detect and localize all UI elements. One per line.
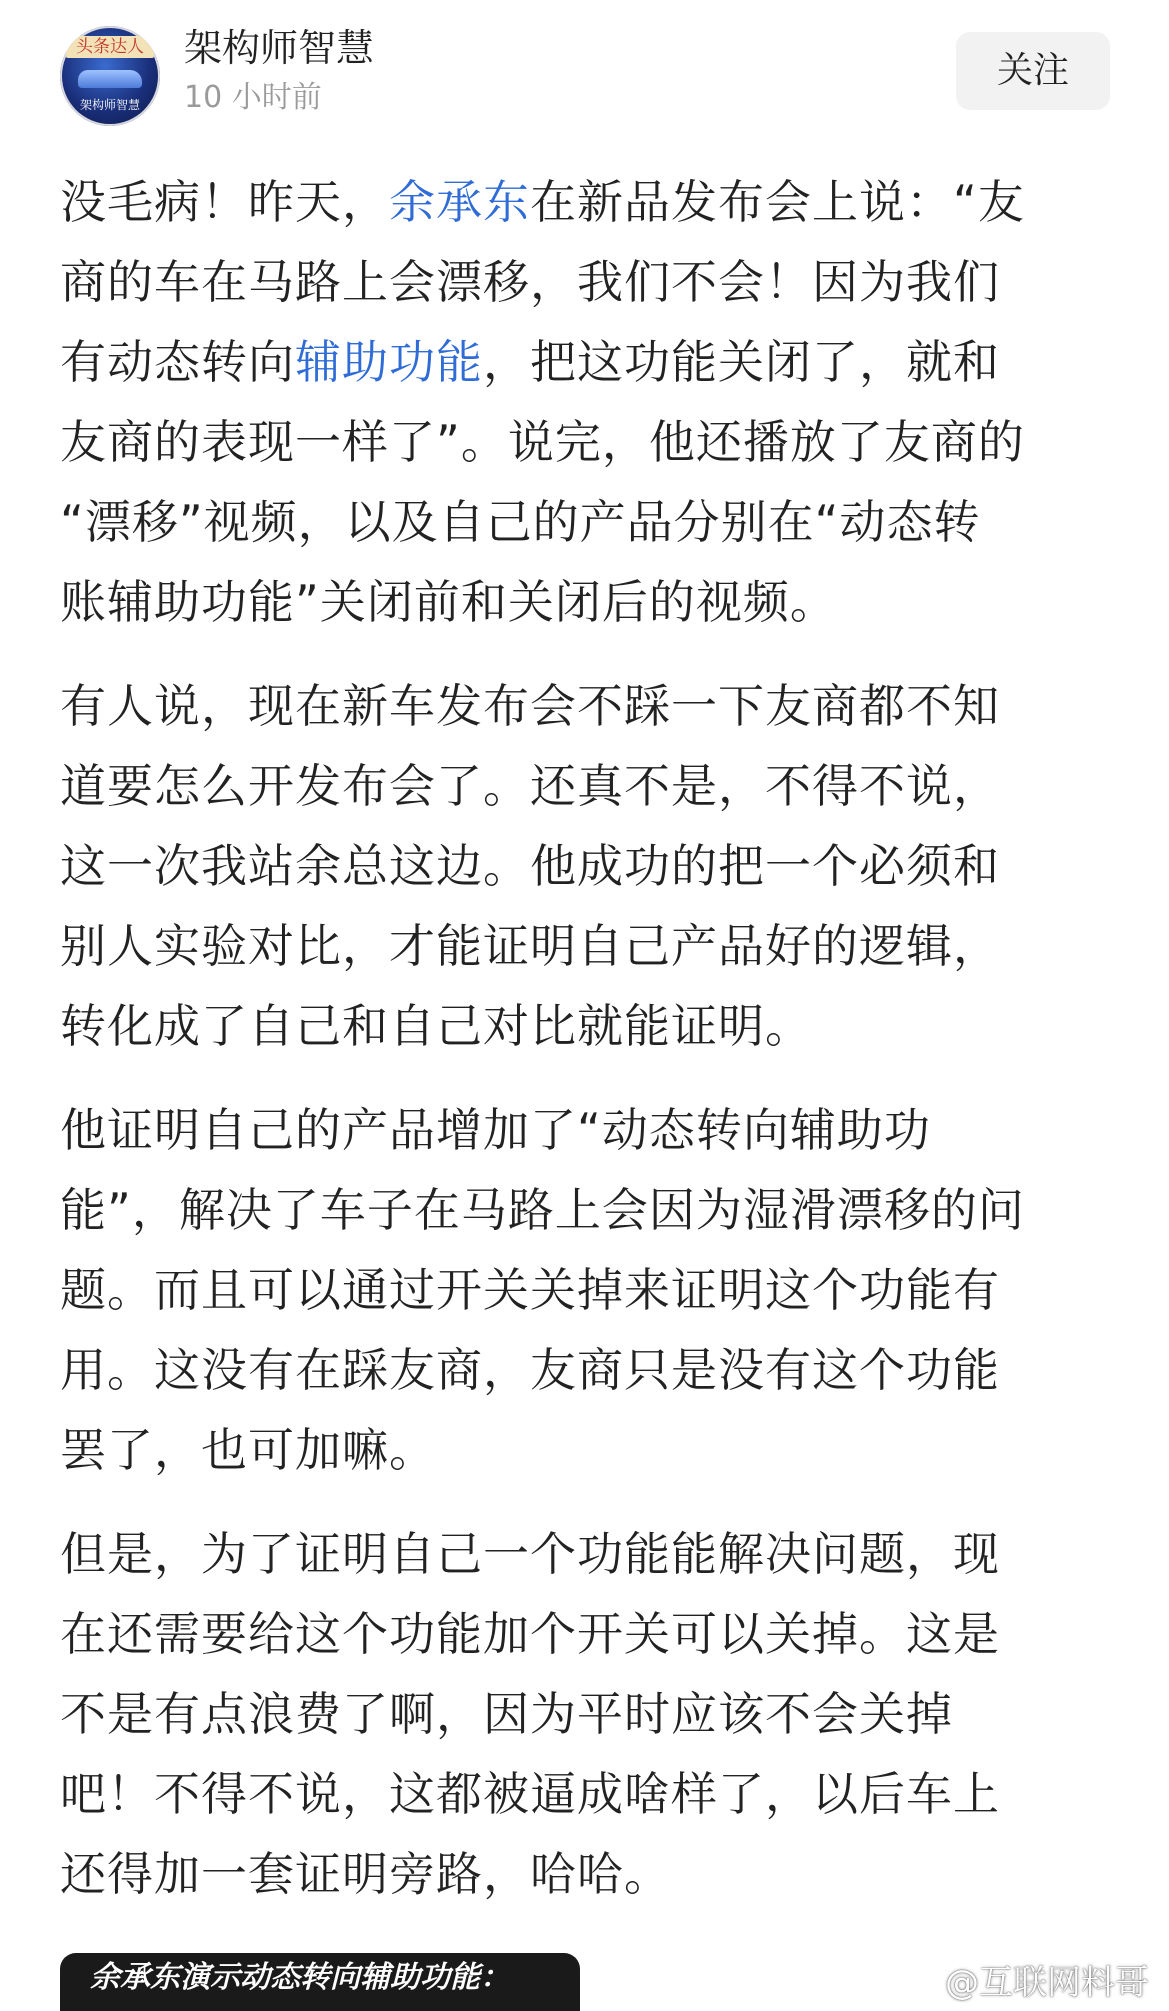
text-line: 用。这没有在踩友商，友商只是没有这个功能 [60,1343,1000,1397]
video-caption: 余承东演示动态转向辅助功能： [90,1960,510,1995]
post-header [0,0,1169,140]
text-segment: 在新品发布会上说：“友 [530,175,1025,229]
paragraph-1 [60,162,1112,642]
avatar-car-icon [78,70,142,88]
author-avatar[interactable] [60,26,160,126]
text-line: “漂移”视频，以及自己的产品分别在“动态转 [60,495,981,549]
video-thumbnail[interactable] [60,1953,580,2011]
text-segment: 有动态转向 [60,335,295,389]
follow-button[interactable]: 关注 [956,32,1110,110]
watermark [905,1958,1149,2008]
text-line: 这一次我站余总这边。他成功的把一个必须和 [60,839,1000,893]
link-assist-function[interactable]: 辅助功能 [295,335,483,389]
text-line: 但是，为了证明自己一个功能能解决问题，现 [60,1527,1000,1581]
text-line: 账辅助功能”关闭前和关闭后的视频。 [60,575,837,629]
text-line: 不是有点浪费了啊，因为平时应该不会关掉 [60,1687,953,1741]
text-segment: ，把这功能关闭了，就和 [483,335,1000,389]
text-line: 能”，解决了车子在马路上会因为湿滑漂移的问 [60,1183,1025,1237]
paragraph-4 [60,1514,1112,1914]
text-segment: 没毛病！昨天， [60,175,389,229]
avatar-badge: 头条达人 [66,36,154,58]
text-line: 吧！不得不说，这都被逼成啥样了，以后车上 [60,1767,1000,1821]
text-line: 转化成了自己和自己对比就能证明。 [60,999,812,1053]
post-time: 10 小时前 [184,80,322,115]
author-name[interactable]: 架构师智慧 [184,26,375,70]
text-line: 题。而且可以通过开关关掉来证明这个功能有 [60,1263,1000,1317]
article-body [60,162,1112,1938]
text-line: 有人说，现在新车发布会不踩一下友商都不知 [60,679,1000,733]
text-line: 道要怎么开发布会了。还真不是，不得不说， [60,759,1000,813]
weibo-logo-icon [905,1971,939,1999]
link-yu-chengdong[interactable]: 余承东 [389,175,530,229]
text-line: 别人实验对比，才能证明自己产品好的逻辑， [60,919,1000,973]
watermark-text: @互联网料哥 [945,1963,1149,2003]
text-line: 在还需要给这个功能加个开关可以关掉。这是 [60,1607,1000,1661]
text-line [60,322,1112,402]
text-line: 罢了，也可加嘛。 [60,1423,436,1477]
text-line: 他证明自己的产品增加了“动态转向辅助功 [60,1103,931,1157]
text-line [60,162,1112,242]
avatar-caption: 架构师智慧 [79,98,140,112]
text-line: 友商的表现一样了”。说完，他还播放了友商的 [60,415,1025,469]
text-line: 还得加一套证明旁路，哈哈。 [60,1847,671,1901]
paragraph-2 [60,666,1112,1066]
text-line: 商的车在马路上会漂移，我们不会！因为我们 [60,255,1000,309]
paragraph-3 [60,1090,1112,1490]
